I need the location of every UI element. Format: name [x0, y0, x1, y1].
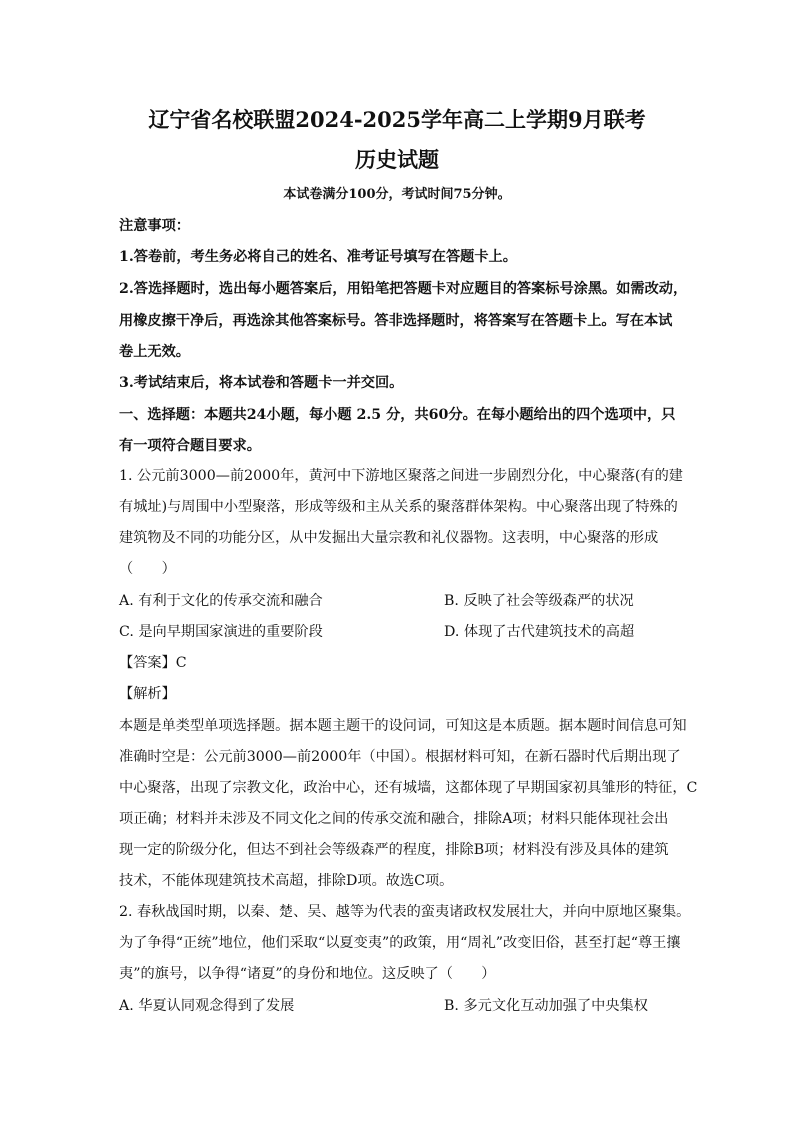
- note-line: 1.答卷前，考生务必将自己的姓名、准考证号填写在答题卡上。: [119, 249, 517, 265]
- q1-option-d: D. 体现了古代建筑技术的高超: [444, 624, 635, 640]
- question-2-stem: 夷”的旗号，以争得“诸夏”的身份和地位。这反映了（ ）: [119, 966, 496, 982]
- q1-analysis-line: 现一定的阶级分化，但达不到社会等级森严的程度，排除B项；材料没有涉及具体的建筑: [119, 842, 669, 858]
- q1-analysis-heading: 【解析】: [119, 686, 176, 702]
- note-line: 3.考试结束后，将本试卷和答题卡一并交回。: [119, 375, 404, 391]
- q1-answer: 【答案】C: [119, 655, 187, 671]
- question-1-stem: 有城址)与周围中小型聚落，形成等级和主从关系的聚落群体架构。中心聚落出现了特殊的: [119, 499, 678, 515]
- section-heading: 有一项符合题目要求。: [119, 438, 261, 454]
- question-2-stem: 为了争得“正统”地位，他们采取“以夏变夷”的政策，用“周礼”改变旧俗，甚至打起“尊王攘: [119, 935, 681, 951]
- note-line: 用橡皮擦干净后，再选涂其他答案标号。答非选择题时，将答案写在答题卡上。写在本试: [119, 313, 673, 329]
- note-line: 卷上无效。: [119, 344, 190, 360]
- question-1-stem: 建筑物及不同的功能分区，从中发掘出大量宗教和礼仪器物。这表明，中心聚落的形成: [119, 530, 659, 546]
- note-line: 2.答选择题时，选出每小题答案后，用铅笔把答题卡对应题目的答案标号涂黑。如需改动，: [119, 281, 688, 297]
- q1-option-b: B. 反映了社会等级森严的状况: [444, 593, 634, 609]
- q1-option-a: A. 有利于文化的传承交流和融合: [119, 593, 323, 609]
- question-1-stem: （ ）: [119, 561, 176, 577]
- q1-analysis-line: 项正确；材料并未涉及不同文化之间的传承交流和融合，排除A项；材料只能体现社会出: [119, 811, 669, 827]
- q1-analysis-line: 中心聚落，出现了宗教文化，政治中心，还有城墙，这都体现了早期国家初具雏形的特征，C: [119, 780, 698, 796]
- q1-analysis-line: 准确时空是：公元前3000—前2000年（中国）。根据材料可知，在新石器时代后期出现了: [119, 749, 681, 765]
- subject-title: 历史试题: [355, 147, 439, 172]
- q1-analysis-line: 技术，不能体现建筑技术高超，排除D项。故选C项。: [119, 873, 454, 889]
- section-heading: 一、选择题：本题共24小题，每小题 2.5 分，共60分。在每小题给出的四个选项中，只: [119, 407, 676, 423]
- exam-title: 辽宁省名校联盟2024-2025学年高二上学期9月联考: [148, 107, 646, 132]
- q2-option-b: B. 多元文化互动加强了中央集权: [444, 998, 648, 1014]
- question-1-stem: 1. 公元前3000—前2000年，黄河中下游地区聚落之间进一步剧烈分化，中心聚落(有的建: [119, 468, 683, 484]
- exam-info: 本试卷满分100分，考试时间75分钟。: [283, 187, 511, 202]
- q1-option-c: C. 是向早期国家演进的重要阶段: [119, 624, 323, 640]
- question-2-stem: 2. 春秋战国时期，以秦、楚、吴、越等为代表的蛮夷诸政权发展壮大，并向中原地区聚集。: [119, 904, 691, 920]
- notes-heading: 注意事项：: [119, 218, 190, 234]
- q1-analysis-line: 本题是单类型单项选择题。据本题主题干的设问词，可知这是本质题。据本题时间信息可知: [119, 718, 687, 734]
- q2-option-a: A. 华夏认同观念得到了发展: [119, 998, 295, 1014]
